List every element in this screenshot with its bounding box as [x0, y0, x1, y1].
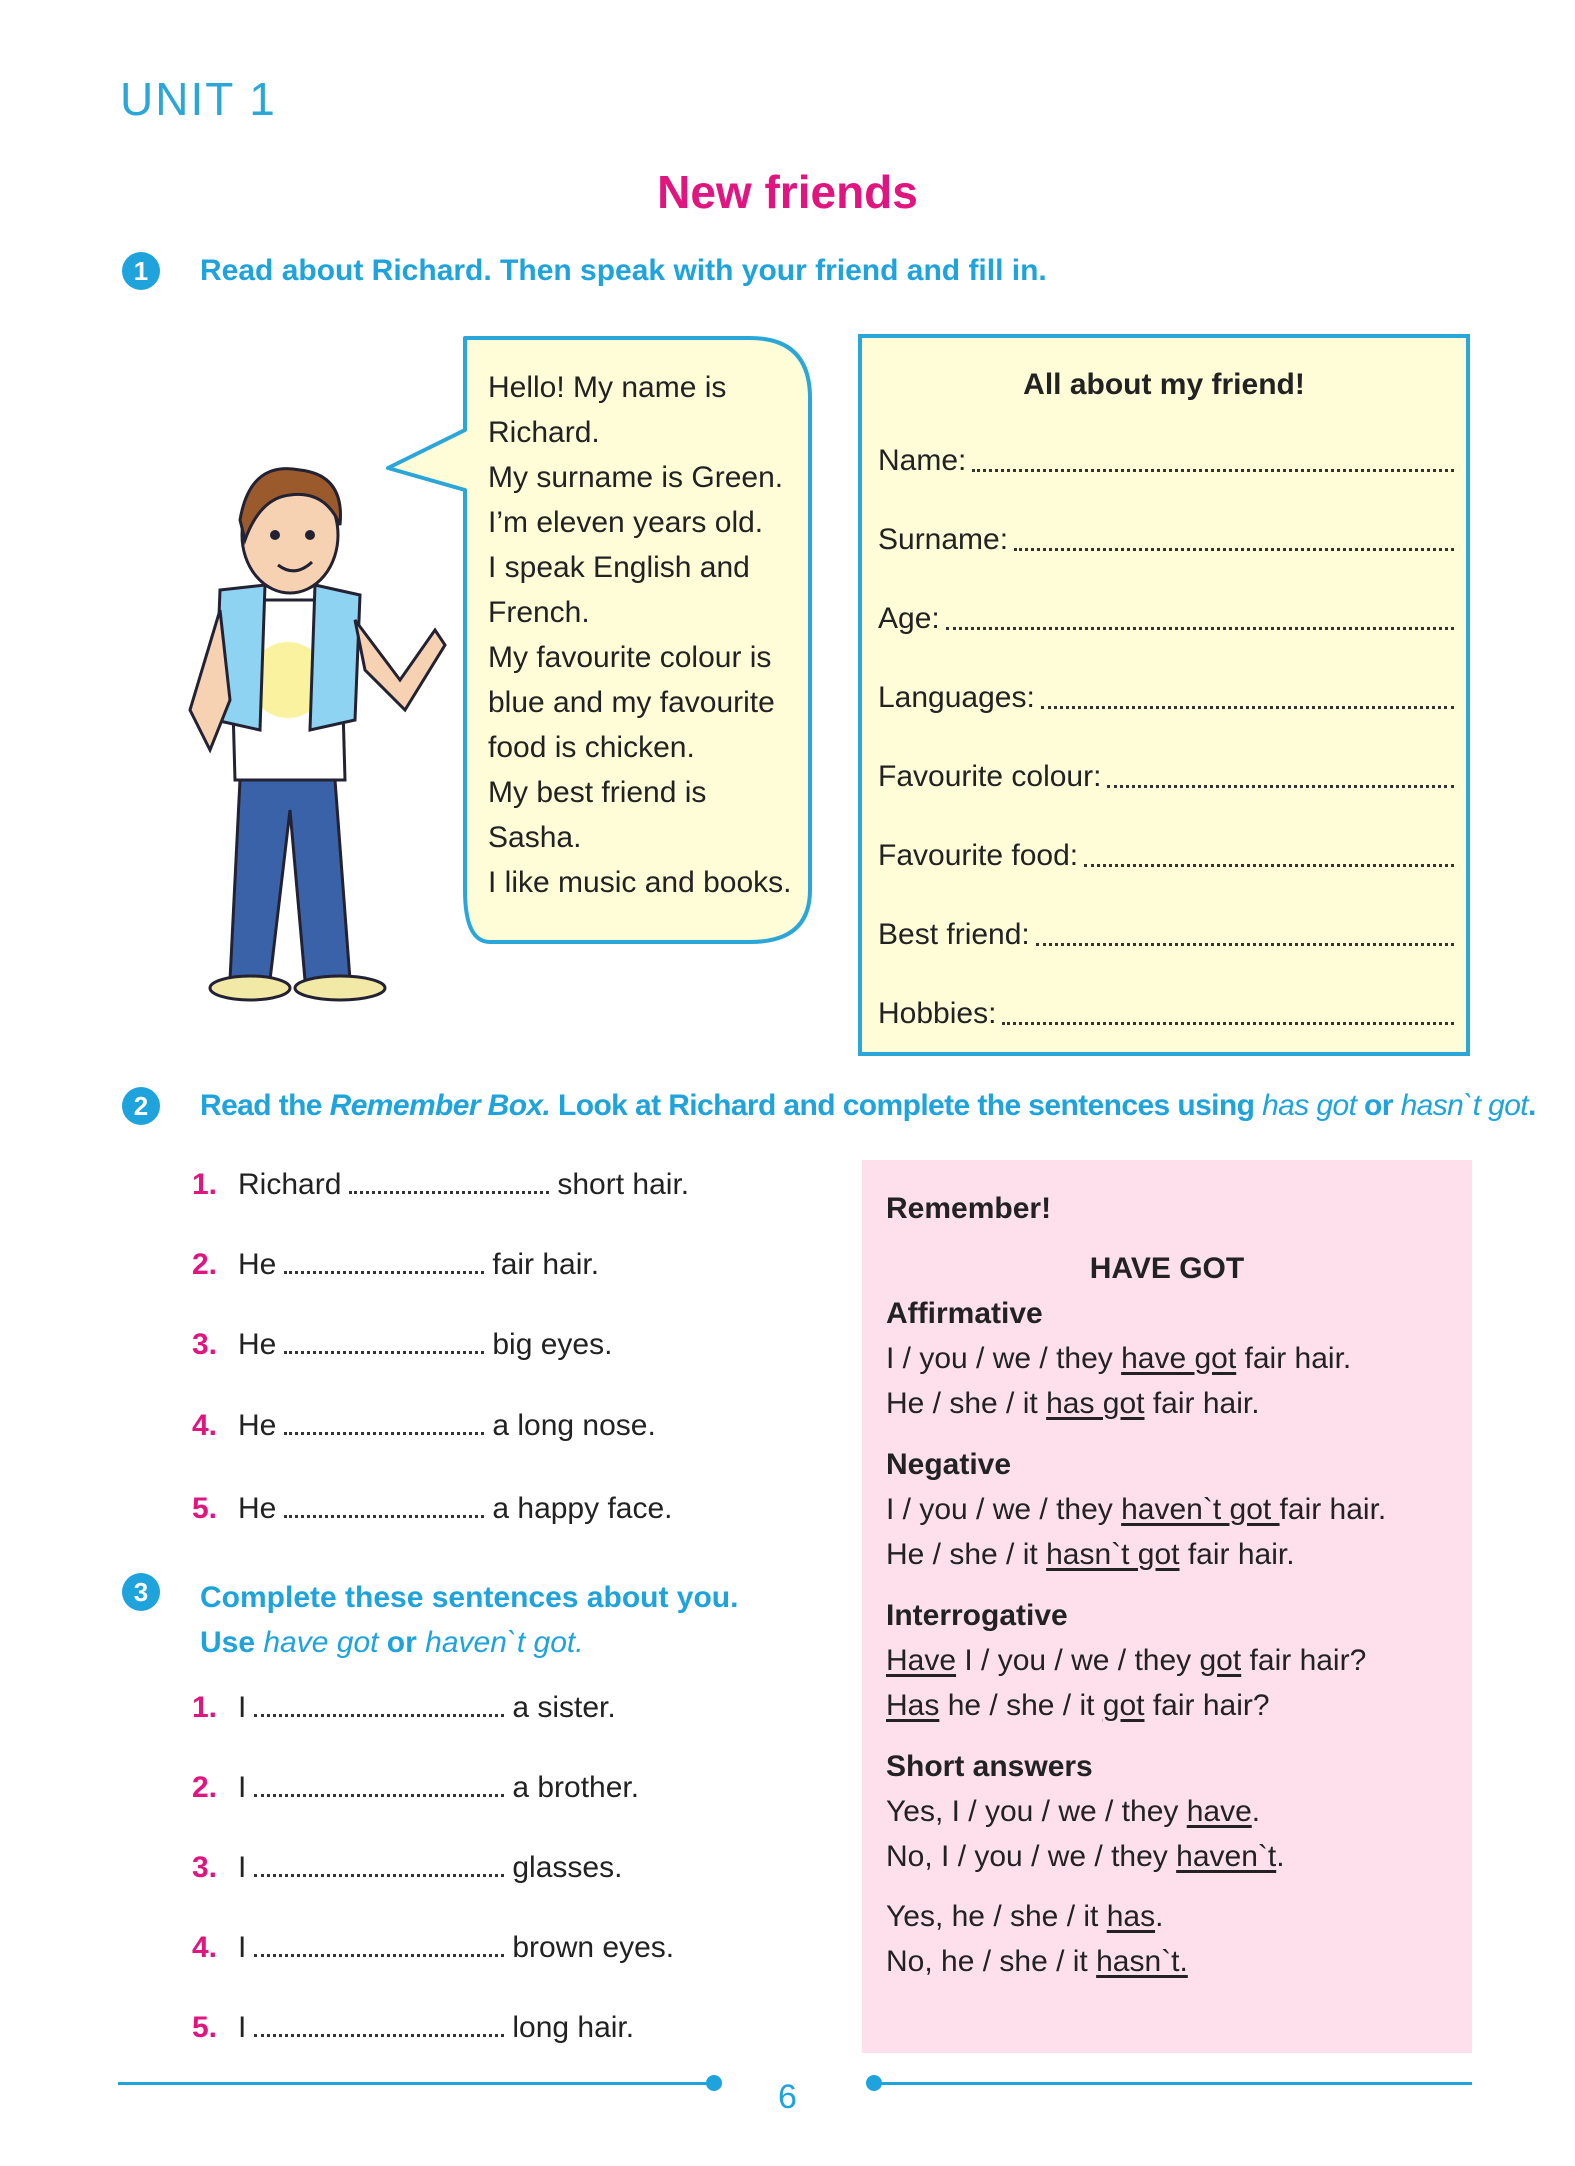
bubble-line: Hello! My name is — [488, 371, 727, 404]
field-label: Languages: — [878, 681, 1035, 714]
item-end: brown eyes. — [512, 1931, 675, 1964]
rule-text: No, he / she / it — [886, 1945, 1097, 1978]
footer-rule-right — [876, 2082, 1472, 2085]
instr-text: hasn`t got — [1400, 1089, 1529, 1122]
item-number: 2. — [192, 1771, 218, 1804]
item-end: fair hair. — [492, 1248, 600, 1281]
instr-text: has got — [1262, 1089, 1357, 1122]
affirmative-label: Affirmative — [886, 1297, 1043, 1330]
exercise-3-item — [192, 1851, 622, 1885]
item-number: 1. — [192, 1691, 218, 1724]
exercise-3-item — [192, 2011, 634, 2045]
item-start: He — [238, 1492, 277, 1525]
unit-label: UNIT 1 — [120, 73, 277, 125]
exercise-3-item — [192, 1931, 674, 1965]
instr-text: have got — [263, 1626, 379, 1659]
field-label: Favourite food: — [878, 839, 1079, 872]
exercise-2-item — [192, 1409, 656, 1443]
field-label: Age: — [878, 602, 940, 635]
rule-text: haven`t got — [1121, 1493, 1280, 1526]
item-end: a happy face. — [492, 1492, 673, 1525]
bubble-line: blue and my favourite — [488, 686, 775, 719]
item-start: Richard — [238, 1168, 342, 1201]
exercise-2-number: 2 — [122, 1087, 160, 1125]
instr-text: or — [1356, 1089, 1401, 1122]
friend-field-hobbies[interactable] — [878, 997, 1454, 1031]
item-number: 3. — [192, 1328, 218, 1361]
rule-text: haven`t — [1176, 1840, 1277, 1873]
friend-field-age[interactable] — [878, 602, 1454, 636]
friend-field-name[interactable] — [878, 444, 1454, 478]
instr-text: Use — [200, 1626, 264, 1659]
item-number: 1. — [192, 1168, 218, 1201]
short-answer-line — [886, 1840, 1285, 1874]
fill-line[interactable] — [1084, 862, 1454, 867]
remember-box — [862, 1160, 1472, 2053]
page-number: 6 — [778, 2078, 797, 2116]
short-answer-line — [886, 1900, 1163, 1934]
exercise-3-instruction — [200, 1575, 738, 1665]
fill-line[interactable] — [946, 625, 1454, 630]
item-number: 5. — [192, 1492, 218, 1525]
bubble-line: I speak English and — [488, 551, 750, 584]
rule-text: he / she / it — [939, 1689, 1103, 1722]
rule-text: He / she / it — [886, 1538, 1047, 1571]
friend-info-box — [858, 334, 1470, 1056]
fill-line[interactable] — [1041, 704, 1454, 709]
rule-text: Yes, he / she / it — [886, 1900, 1107, 1933]
instr-line — [200, 1620, 738, 1665]
instr-text: Read the — [200, 1089, 330, 1122]
fill-line[interactable] — [1002, 1020, 1454, 1025]
rule-text: got — [1199, 1644, 1242, 1677]
bubble-line: My best friend is — [488, 776, 707, 809]
rule-text: have got — [1121, 1342, 1237, 1375]
item-end: long hair. — [512, 2011, 635, 2044]
rule-text: fair hair. — [1179, 1538, 1295, 1571]
negative-line — [886, 1493, 1386, 1527]
interrogative-line — [886, 1689, 1270, 1723]
bubble-line: Sasha. — [488, 821, 582, 854]
item-end: a brother. — [512, 1771, 640, 1804]
short-answers-label: Short answers — [886, 1750, 1093, 1783]
blank-fill[interactable] — [284, 1351, 484, 1354]
item-start: I — [238, 2011, 247, 2044]
instr-text: Look at Richard and complete the sentences using — [550, 1089, 1263, 1122]
exercise-2-item — [192, 1168, 689, 1202]
instr-text: Remember Box. — [329, 1089, 551, 1122]
item-number: 5. — [192, 2011, 218, 2044]
blank-fill[interactable] — [254, 1874, 504, 1877]
item-end: short hair. — [557, 1168, 690, 1201]
page-title: New friends — [657, 166, 918, 218]
blank-fill[interactable] — [284, 1271, 484, 1274]
item-start: He — [238, 1248, 277, 1281]
exercise-2-instruction — [200, 1089, 1536, 1123]
rule-text: I / you / we / they — [886, 1493, 1122, 1526]
bubble-line: I like music and books. — [488, 866, 792, 899]
item-number: 2. — [192, 1248, 218, 1281]
item-end: a sister. — [512, 1691, 616, 1724]
friend-field-food[interactable] — [878, 839, 1454, 873]
item-start: He — [238, 1328, 277, 1361]
rule-text: fair hair? — [1241, 1644, 1367, 1677]
bubble-line: Richard. — [488, 416, 600, 449]
blank-fill[interactable] — [284, 1515, 484, 1518]
affirmative-line — [886, 1387, 1260, 1421]
short-answer-line — [886, 1945, 1188, 1979]
interrogative-label: Interrogative — [886, 1599, 1068, 1632]
exercise-1-instruction: Read about Richard. Then speak with your friend and fill in. — [200, 254, 1047, 287]
exercise-3-item — [192, 1771, 639, 1805]
bubble-line: food is chicken. — [488, 731, 695, 764]
friend-field-best-friend[interactable] — [878, 918, 1454, 952]
blank-fill[interactable] — [254, 1714, 504, 1717]
item-start: He — [238, 1409, 277, 1442]
bubble-line: My favourite colour is — [488, 641, 772, 674]
exercise-2-item — [192, 1492, 673, 1526]
field-label: Surname: — [878, 523, 1009, 556]
rule-text: Have — [886, 1644, 957, 1677]
instr-text: . — [1528, 1089, 1536, 1122]
item-start: I — [238, 1931, 247, 1964]
rule-text: has got — [1046, 1387, 1145, 1420]
rule-text: . — [1251, 1795, 1261, 1828]
item-number: 4. — [192, 1409, 218, 1442]
instr-text: or — [378, 1626, 426, 1659]
field-label: Name: — [878, 444, 967, 477]
item-number: 4. — [192, 1931, 218, 1964]
rule-text: fair hair? — [1144, 1689, 1270, 1722]
short-answer-line — [886, 1795, 1260, 1829]
friend-field-surname[interactable] — [878, 523, 1454, 557]
rule-text: I / you / we / they — [886, 1342, 1122, 1375]
rule-text: I / you / we / they — [956, 1644, 1200, 1677]
rule-text: Yes, I / you / we / they — [886, 1795, 1187, 1828]
item-start: I — [238, 1691, 247, 1724]
bubble-line: I’m eleven years old. — [488, 506, 764, 539]
rule-text: Has — [886, 1689, 940, 1722]
negative-line — [886, 1538, 1295, 1572]
fill-line[interactable] — [972, 467, 1454, 472]
rule-text: has — [1106, 1900, 1156, 1933]
negative-label: Negative — [886, 1448, 1012, 1481]
rule-text: fair hair. — [1236, 1342, 1352, 1375]
fill-line[interactable] — [1014, 546, 1454, 551]
remember-subheading: HAVE GOT — [1089, 1252, 1245, 1285]
rule-text: No, I / you / we / they — [886, 1840, 1177, 1873]
affirmative-line — [886, 1342, 1351, 1376]
friend-box-title: All about my friend! — [1023, 368, 1305, 401]
remember-heading: Remember! — [886, 1192, 1052, 1225]
friend-field-languages[interactable] — [878, 681, 1454, 715]
blank-fill[interactable] — [254, 1794, 504, 1797]
blank-fill[interactable] — [349, 1191, 549, 1194]
blank-fill[interactable] — [284, 1432, 484, 1435]
blank-fill[interactable] — [254, 1954, 504, 1957]
fill-line[interactable] — [1036, 941, 1454, 946]
item-end: glasses. — [512, 1851, 623, 1884]
rule-text: got — [1102, 1689, 1145, 1722]
rule-text: have — [1186, 1795, 1252, 1828]
bubble-line: My surname is Green. — [488, 461, 784, 494]
exercise-3-number: 3 — [122, 1573, 160, 1611]
rule-text: fair hair. — [1144, 1387, 1260, 1420]
speech-bubble-text — [488, 365, 808, 905]
bubble-line: French. — [488, 596, 590, 629]
exercise-2-item — [192, 1328, 612, 1362]
exercise-1-number: 1 — [122, 252, 160, 290]
field-label: Best friend: — [878, 918, 1030, 951]
field-label: Favourite colour: — [878, 760, 1102, 793]
instr-line: Complete these sentences about you. — [200, 1581, 739, 1614]
rule-text: hasn`t. — [1096, 1945, 1188, 1978]
item-start: I — [238, 1771, 247, 1804]
rule-text: hasn`t got — [1046, 1538, 1180, 1571]
item-number: 3. — [192, 1851, 218, 1884]
instr-text: haven`t got. — [425, 1626, 584, 1659]
field-label: Hobbies: — [878, 997, 997, 1030]
interrogative-line — [886, 1644, 1366, 1678]
friend-field-colour[interactable] — [878, 760, 1454, 794]
exercise-2-item — [192, 1248, 599, 1282]
rule-text: fair hair. — [1279, 1493, 1387, 1526]
rule-text: . — [1276, 1840, 1285, 1873]
exercise-3-item — [192, 1691, 616, 1725]
item-start: I — [238, 1851, 247, 1884]
item-end: big eyes. — [492, 1328, 613, 1361]
blank-fill[interactable] — [254, 2034, 504, 2037]
fill-line[interactable] — [1107, 783, 1454, 788]
rule-text: . — [1155, 1900, 1164, 1933]
item-end: a long nose. — [492, 1409, 656, 1442]
rule-text: He / she / it — [886, 1387, 1047, 1420]
